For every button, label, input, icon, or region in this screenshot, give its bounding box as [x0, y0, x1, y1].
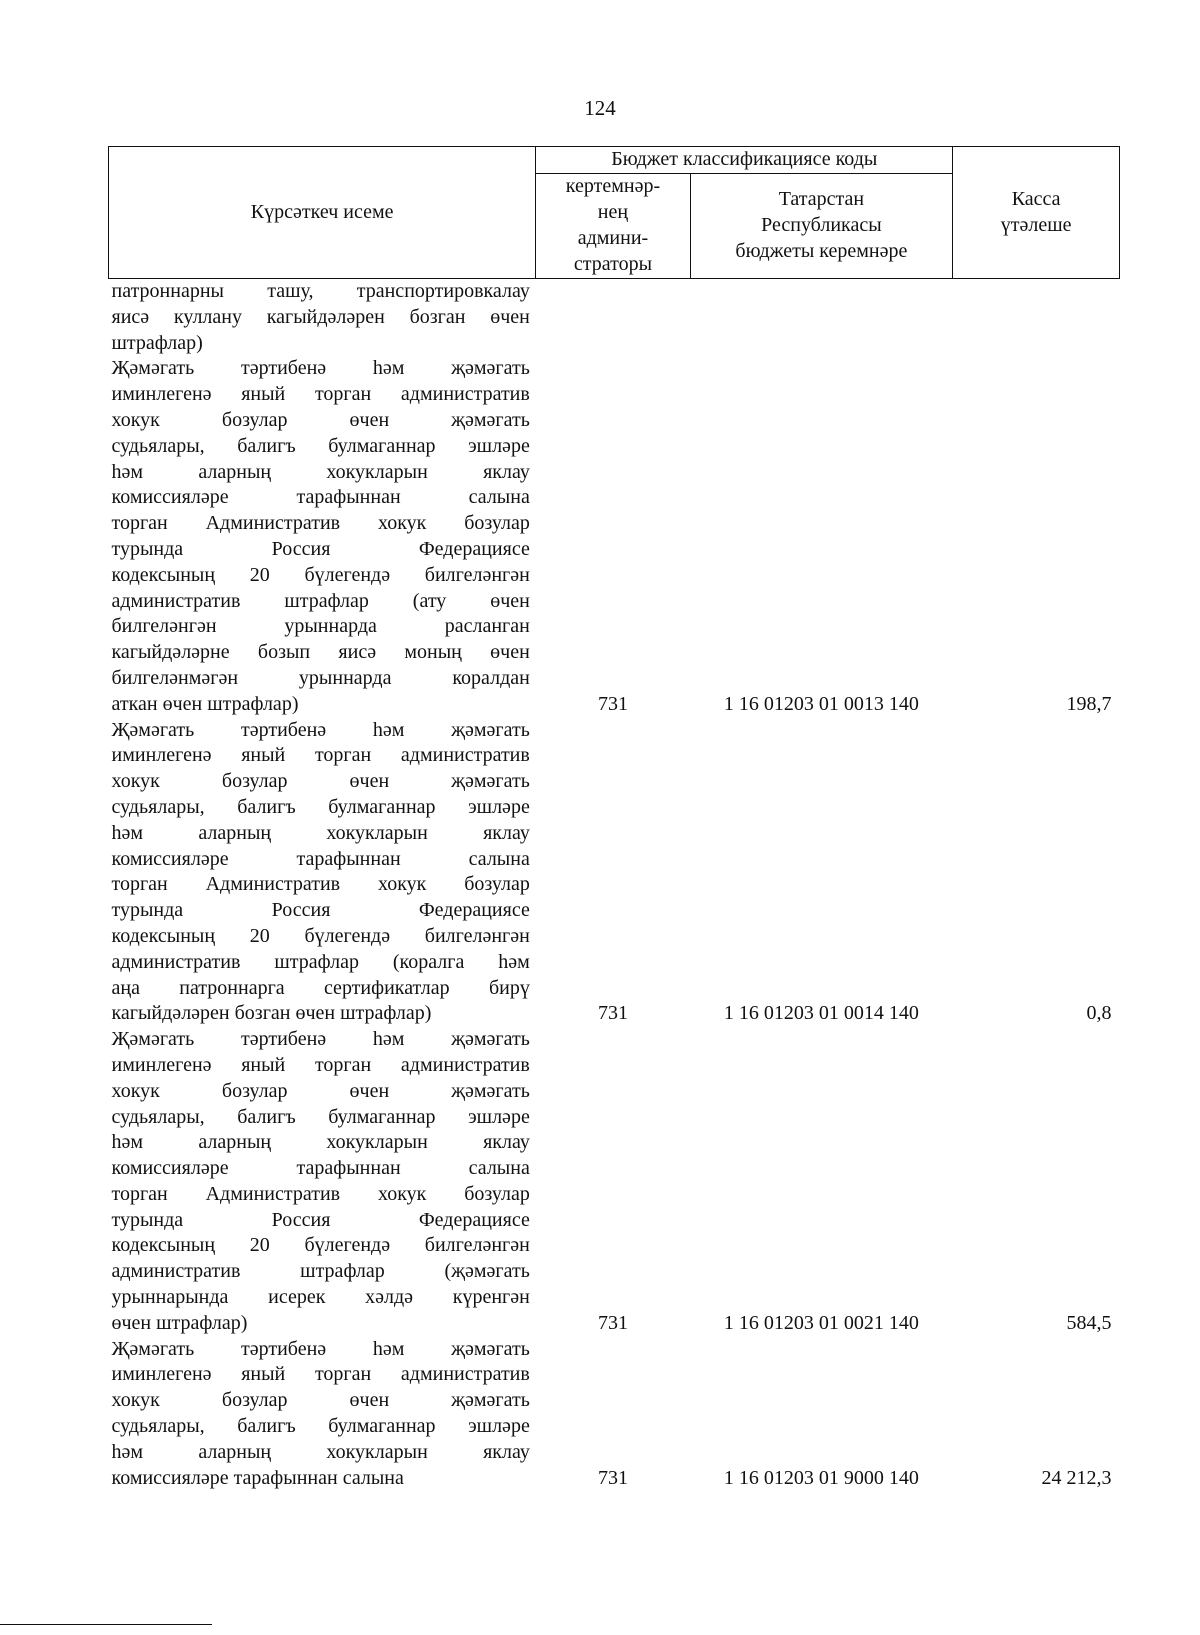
indicator-name-line: Җәмәгать тәртибенә һәм җәмәгать	[111, 718, 530, 741]
indicator-name-line: судьялары, балигъ булмаганнар эшләре	[111, 434, 530, 457]
table-body	[109, 279, 1120, 1492]
indicator-name-line: комиссияләре тарафыннан салына	[111, 1466, 404, 1489]
cash-amount-cell: 0,8	[1086, 1002, 1112, 1025]
indicator-name-line: патроннарны ташу, транспортировкалау	[111, 280, 530, 302]
indicator-name-line: кагыйдәләрен бозган өчен штрафлар)	[111, 1002, 432, 1025]
header-line: страторы	[573, 252, 653, 275]
indicator-name-line: Җәмәгать тәртибенә һәм җәмәгать	[111, 1028, 530, 1051]
indicator-name-line: торган Административ хокук бозулар	[111, 512, 530, 535]
cash-amount-cell: 198,7	[1066, 692, 1112, 715]
page-number: 124	[584, 96, 616, 120]
header-line: Республикасы	[761, 214, 882, 237]
indicator-name-line: билгеләнгән урыннарда расланган	[111, 615, 530, 638]
indicator-name-line: өчен штрафлар)	[111, 1311, 248, 1334]
indicator-name-line: турында Россия Федерациясе	[111, 1208, 530, 1231]
header-line: үтәлеше	[1000, 213, 1072, 236]
indicator-name-cell	[109, 718, 536, 1028]
budget-code-cell: 1 16 01203 01 0013 140	[723, 692, 919, 715]
indicator-name-line: турында Россия Федерациясе	[111, 899, 530, 922]
cash-amount-cell	[953, 279, 1120, 357]
table-row	[109, 356, 1120, 717]
indicator-name-line: судьялары, балигъ булмаганнар эшләре	[111, 795, 530, 818]
indicator-name-line: административ штрафлар (коралга һәм	[111, 950, 530, 973]
indicator-name-line: урыннарында исерек хәлдә күренгән	[111, 1286, 530, 1309]
indicator-name-line: турында Россия Федерациясе	[111, 537, 530, 560]
table-row	[109, 1027, 1120, 1337]
header-budget-classification: Бюджет классификациясе коды	[536, 147, 953, 174]
indicator-name-line: судьялары, балигъ булмаганнар эшләре	[111, 1105, 530, 1128]
indicator-name-line: административ штрафлар (ату өчен	[111, 589, 530, 612]
header-revenue-administrators	[536, 174, 690, 279]
table-header	[109, 147, 1120, 279]
header-cash-execution	[953, 147, 1120, 279]
cash-amount-cell: 24 212,3	[1041, 1466, 1112, 1489]
indicator-name-line: кодексының 20 бүлегендә билгеләнгән	[111, 563, 530, 586]
header-line: кертемнәр-	[565, 175, 661, 198]
indicator-name-line: һәм аларның хокукларын яклау	[111, 1131, 530, 1154]
indicator-name-line: штрафлар)	[111, 331, 203, 354]
indicator-name-line: Җәмәгать тәртибенә һәм җәмәгать	[111, 1337, 530, 1360]
indicator-name-line: билгеләнмәгән урыннарда коралдан	[111, 666, 530, 689]
header-republic-budget-revenue	[690, 174, 953, 279]
indicator-name-line: иминлегенә яный торган административ	[111, 1363, 530, 1386]
indicator-name-line: торган Административ хокук бозулар	[111, 873, 530, 896]
indicator-name-line: хокук бозулар өчен җәмәгать	[111, 1389, 530, 1412]
indicator-name-line: аткан өчен штрафлар)	[111, 692, 299, 715]
indicator-name-line: иминлегенә яный торган административ	[111, 744, 530, 767]
header-line: нең	[597, 201, 629, 224]
indicator-name-line: кодексының 20 бүлегендә билгеләнгән	[111, 1234, 530, 1257]
indicator-name-cell	[109, 356, 536, 717]
administrator-code-cell: 731	[597, 1002, 628, 1025]
cash-amount-cell: 584,5	[1066, 1311, 1112, 1334]
indicator-name-cell	[109, 1027, 536, 1337]
administrator-code-cell: 731	[597, 1311, 628, 1334]
indicator-name-cell	[109, 1337, 536, 1492]
table-row	[109, 1337, 1120, 1492]
indicator-name-line: кодексының 20 бүлегендә билгеләнгән	[111, 924, 530, 947]
indicator-name-line: һәм аларның хокукларын яклау	[111, 460, 530, 483]
indicator-name-line: иминлегенә яный торган административ	[111, 383, 530, 406]
indicator-name-line: хокук бозулар өчен җәмәгать	[111, 770, 530, 793]
header-line: бюджеты керемнәре	[735, 239, 908, 262]
administrator-code-cell: 731	[597, 1466, 628, 1489]
indicator-name-line: хокук бозулар өчен җәмәгать	[111, 1079, 530, 1102]
indicator-name-line: һәм аларның хокукларын яклау	[111, 1440, 530, 1463]
indicator-name-line: аңа патроннарга сертификатлар бирү	[111, 976, 530, 999]
budget-code-cell: 1 16 01203 01 0014 140	[723, 1002, 919, 1025]
indicator-name-line: яисә куллану кагыйдәләрен бозган өчен	[111, 305, 530, 328]
indicator-name-line: судьялары, балигъ булмаганнар эшләре	[111, 1415, 530, 1438]
budget-table	[108, 146, 1120, 1491]
indicator-name-line: комиссияләре тарафыннан салына	[111, 486, 530, 509]
budget-code-cell: 1 16 01203 01 9000 140	[723, 1466, 919, 1489]
table-row	[109, 279, 1120, 357]
indicator-name-line: торган Административ хокук бозулар	[111, 1182, 530, 1205]
administrator-code-cell	[536, 279, 690, 357]
indicator-name-line: хокук бозулар өчен җәмәгать	[111, 408, 530, 431]
indicator-name-line: комиссияләре тарафыннан салына	[111, 1157, 530, 1180]
indicator-name-line: административ штрафлар (җәмәгать	[111, 1260, 530, 1283]
indicator-name-line: кагыйдәләрне бозып яисә моның өчен	[111, 641, 530, 664]
budget-code-cell: 1 16 01203 01 0021 140	[723, 1311, 919, 1334]
indicator-name-line: иминлегенә яный торган административ	[111, 1053, 530, 1076]
header-line: админи-	[577, 227, 649, 249]
budget-code-cell	[690, 279, 953, 357]
indicator-name-cell	[109, 279, 536, 357]
footnote-separator	[0, 1624, 212, 1625]
indicator-name-line: комиссияләре тарафыннан салына	[111, 847, 530, 870]
header-line: Татарстан	[778, 188, 865, 211]
indicator-name-line: Җәмәгать тәртибенә һәм җәмәгать	[111, 357, 530, 380]
header-indicator-name: Күрсәткеч исеме	[109, 147, 536, 279]
table-row	[109, 718, 1120, 1028]
administrator-code-cell: 731	[597, 692, 628, 715]
indicator-name-line: һәм аларның хокукларын яклау	[111, 821, 530, 844]
header-line: Касса	[1011, 187, 1061, 210]
